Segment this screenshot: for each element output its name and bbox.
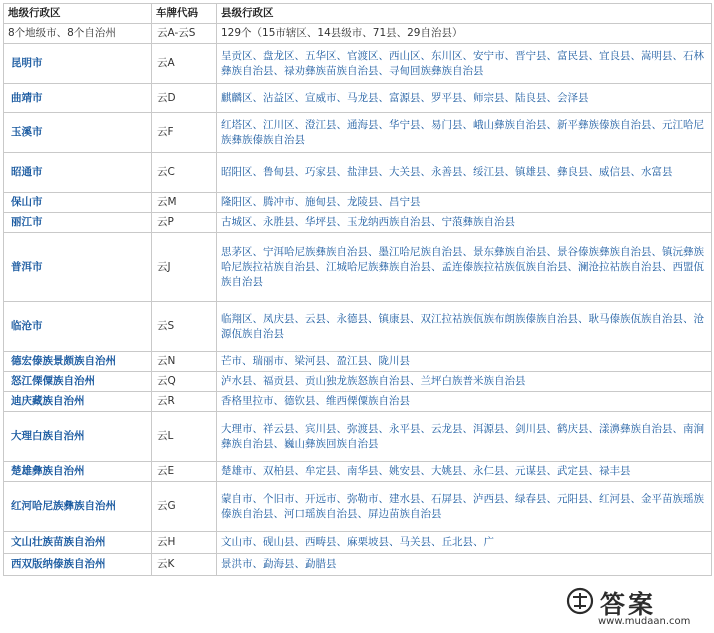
county-list: 麒麟区、沾益区、宣威市、马龙县、富源县、罗平县、师宗县、陆良县、会泽县 xyxy=(217,84,712,113)
plate-code: 云K xyxy=(152,554,217,576)
table-row xyxy=(4,482,712,532)
table-header-row xyxy=(4,4,712,24)
prefecture-name[interactable]: 西双版纳傣族自治州 xyxy=(4,554,152,576)
table-row xyxy=(4,302,712,352)
prefecture-name[interactable]: 保山市 xyxy=(4,193,152,213)
county-list: 泸水县、福贡县、贡山独龙族怒族自治县、兰坪白族普米族自治县 xyxy=(217,372,712,392)
watermark-url: www.mudaan.com xyxy=(598,616,691,627)
plate-code: 云G xyxy=(152,482,217,532)
prefecture-name[interactable]: 大理白族自治州 xyxy=(4,412,152,462)
watermark xyxy=(560,583,710,629)
header-prefecture: 地级行政区 xyxy=(4,4,152,24)
prefecture-name[interactable]: 怒江傈僳族自治州 xyxy=(4,372,152,392)
table-row xyxy=(4,352,712,372)
table-row xyxy=(4,532,712,554)
prefecture-name[interactable]: 楚雄彝族自治州 xyxy=(4,462,152,482)
table-row xyxy=(4,233,712,302)
county-list: 临翔区、凤庆县、云县、永德县、镇康县、双江拉祜族佤族布朗族傣族自治县、耿马傣族佤族自治县、沧源佤族自治县 xyxy=(217,302,712,352)
plate-code: 云E xyxy=(152,462,217,482)
plate-code: 云L xyxy=(152,412,217,462)
county-list: 香格里拉市、德钦县、维西傈僳族自治县 xyxy=(217,392,712,412)
plate-code: 云N xyxy=(152,352,217,372)
table-row xyxy=(4,372,712,392)
county-list: 古城区、永胜县、华坪县、玉龙纳西族自治县、宁蒗彝族自治县 xyxy=(217,213,712,233)
county-list: 昭阳区、鲁甸县、巧家县、盐津县、大关县、永善县、绥江县、镇雄县、彝良县、威信县、水富县 xyxy=(217,153,712,193)
plate-code: 云M xyxy=(152,193,217,213)
prefecture-name[interactable]: 迪庆藏族自治州 xyxy=(4,392,152,412)
plate-code: 云D xyxy=(152,84,217,113)
prefecture-name[interactable]: 德宏傣族景颇族自治州 xyxy=(4,352,152,372)
table-row xyxy=(4,213,712,233)
header-counties: 县级行政区 xyxy=(217,4,712,24)
table-row xyxy=(4,44,712,84)
plate-code: 云F xyxy=(152,113,217,153)
plate-code: 云H xyxy=(152,532,217,554)
prefecture-name[interactable]: 红河哈尼族彝族自治州 xyxy=(4,482,152,532)
header-plate-code: 车牌代码 xyxy=(152,4,217,24)
county-list: 思茅区、宁洱哈尼族彝族自治县、墨江哈尼族自治县、景东彝族自治县、景谷傣族彝族自治县、镇沅彝族哈尼族拉祜族自治县、江城哈尼族彝族自治县、孟连傣族拉祜族佤族自治县、澜沧拉祜族自治县、西盟佤族自治县 xyxy=(217,233,712,302)
county-list: 隆阳区、腾冲市、施甸县、龙陵县、昌宁县 xyxy=(217,193,712,213)
county-list: 红塔区、江川区、澄江县、通海县、华宁县、易门县、峨山彝族自治县、新平彝族傣族自治县、元江哈尼族彝族傣族自治县 xyxy=(217,113,712,153)
plate-code: 云S xyxy=(152,302,217,352)
table-row xyxy=(4,153,712,193)
watermark-brand: 答案 xyxy=(600,590,657,619)
table-row xyxy=(4,412,712,462)
prefecture-name[interactable]: 玉溪市 xyxy=(4,113,152,153)
prefecture-name[interactable]: 普洱市 xyxy=(4,233,152,302)
county-list: 芒市、瑞丽市、梁河县、盈江县、陇川县 xyxy=(217,352,712,372)
county-list: 大理市、祥云县、宾川县、弥渡县、永平县、云龙县、洱源县、剑川县、鹤庆县、漾濞彝族自治县、南涧彝族自治县、巍山彝族回族自治县 xyxy=(217,412,712,462)
prefecture-table xyxy=(3,3,712,576)
table-row xyxy=(4,84,712,113)
summary-counties: 129个（15市辖区、14县级市、71县、29自治县） xyxy=(217,24,712,44)
county-list: 文山市、砚山县、西畴县、麻栗坡县、马关县、丘北县、广 xyxy=(217,532,712,554)
prefecture-name[interactable]: 曲靖市 xyxy=(4,84,152,113)
plate-code: 云A xyxy=(152,44,217,84)
table-row xyxy=(4,113,712,153)
plate-code: 云C xyxy=(152,153,217,193)
plate-code: 云J xyxy=(152,233,217,302)
table-row xyxy=(4,193,712,213)
county-list: 蒙自市、个旧市、开远市、弥勒市、建水县、石屏县、泸西县、绿春县、元阳县、红河县、金平苗族瑶族傣族自治县、河口瑶族自治县、屏边苗族自治县 xyxy=(217,482,712,532)
table-row xyxy=(4,462,712,482)
prefecture-name[interactable]: 丽江市 xyxy=(4,213,152,233)
county-list: 呈贡区、盘龙区、五华区、官渡区、西山区、东川区、安宁市、晋宁县、富民县、宜良县、嵩明县、石林彝族自治县、禄劝彝族苗族自治县、寻甸回族彝族自治县 xyxy=(217,44,712,84)
circle-seal-icon xyxy=(566,587,594,615)
summary-code: 云A-云S xyxy=(152,24,217,44)
plate-code: 云P xyxy=(152,213,217,233)
prefecture-name[interactable]: 昆明市 xyxy=(4,44,152,84)
prefecture-name[interactable]: 文山壮族苗族自治州 xyxy=(4,532,152,554)
summary-prefecture: 8个地级市、8个自治州 xyxy=(4,24,152,44)
summary-row xyxy=(4,24,712,44)
prefecture-name[interactable]: 昭通市 xyxy=(4,153,152,193)
table-row xyxy=(4,554,712,576)
county-list: 景洪市、勐海县、勐腊县 xyxy=(217,554,712,576)
plate-code: 云Q xyxy=(152,372,217,392)
county-list: 楚雄市、双柏县、牟定县、南华县、姚安县、大姚县、永仁县、元谋县、武定县、禄丰县 xyxy=(217,462,712,482)
table-row xyxy=(4,392,712,412)
plate-code: 云R xyxy=(152,392,217,412)
prefecture-name[interactable]: 临沧市 xyxy=(4,302,152,352)
